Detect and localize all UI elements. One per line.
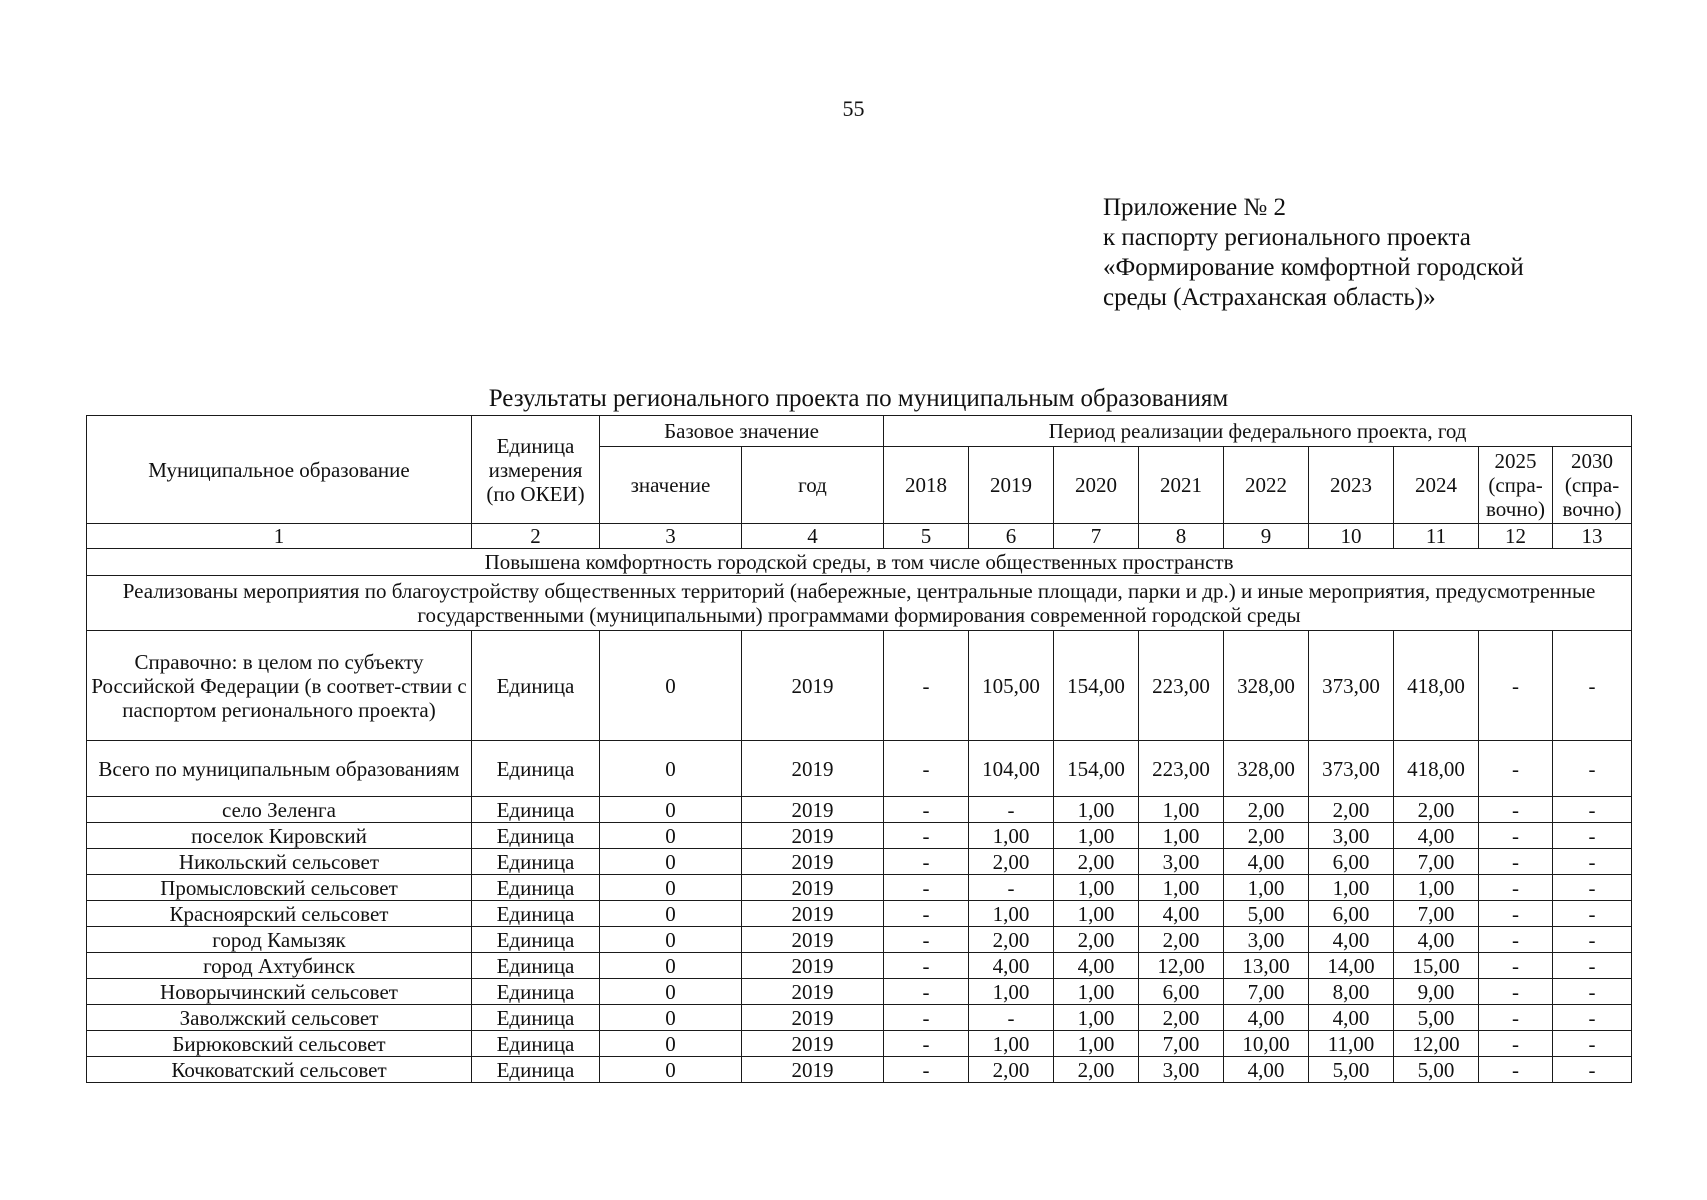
table-cell: - bbox=[1479, 875, 1553, 901]
table-cell: - bbox=[1553, 631, 1632, 741]
header-2020: 2020 bbox=[1054, 447, 1139, 524]
table-cell: Единица bbox=[472, 953, 600, 979]
municipality-cell: Кочковатский сельсовет bbox=[87, 1057, 472, 1083]
table-cell: 1,00 bbox=[1139, 875, 1224, 901]
table-cell: 0 bbox=[600, 823, 742, 849]
header-municipality: Муниципальное образование bbox=[87, 416, 472, 524]
table-cell: 5,00 bbox=[1394, 1057, 1479, 1083]
table-row bbox=[87, 875, 1632, 901]
table-row bbox=[87, 797, 1632, 823]
table-cell: - bbox=[969, 1005, 1054, 1031]
table-cell: Единица bbox=[472, 927, 600, 953]
table-cell: 0 bbox=[600, 741, 742, 797]
table-cell: 0 bbox=[600, 979, 742, 1005]
column-number: 11 bbox=[1394, 524, 1479, 549]
table-cell: 4,00 bbox=[1224, 849, 1309, 875]
table-cell: 0 bbox=[600, 901, 742, 927]
table-cell: - bbox=[1479, 927, 1553, 953]
table-row bbox=[87, 1031, 1632, 1057]
subsection-row bbox=[87, 576, 1632, 631]
table-row bbox=[87, 1005, 1632, 1031]
table-cell: 2,00 bbox=[1394, 797, 1479, 823]
table-cell: 6,00 bbox=[1309, 849, 1394, 875]
table-cell: 13,00 bbox=[1224, 953, 1309, 979]
table-cell: 1,00 bbox=[969, 823, 1054, 849]
table-cell: 1,00 bbox=[969, 1031, 1054, 1057]
table-cell: - bbox=[1479, 797, 1553, 823]
table-cell: - bbox=[1479, 1031, 1553, 1057]
table-cell: 373,00 bbox=[1309, 631, 1394, 741]
table-cell: 2,00 bbox=[1224, 823, 1309, 849]
table-cell: 328,00 bbox=[1224, 741, 1309, 797]
table-row bbox=[87, 741, 1632, 797]
table-cell: 2,00 bbox=[969, 849, 1054, 875]
municipality-cell: Заволжский сельсовет bbox=[87, 1005, 472, 1031]
table-cell: - bbox=[1553, 875, 1632, 901]
table-cell: 2,00 bbox=[1139, 927, 1224, 953]
section-row bbox=[87, 549, 1632, 576]
municipality-cell: Бирюковский сельсовет bbox=[87, 1031, 472, 1057]
table-row bbox=[87, 849, 1632, 875]
table-cell: 373,00 bbox=[1309, 741, 1394, 797]
table-cell: 8,00 bbox=[1309, 979, 1394, 1005]
table-cell: - bbox=[1479, 823, 1553, 849]
table-cell: - bbox=[884, 631, 969, 741]
table-cell: 2019 bbox=[742, 741, 884, 797]
table-cell: - bbox=[1479, 631, 1553, 741]
table-cell: 1,00 bbox=[1054, 1005, 1139, 1031]
column-number: 2 bbox=[472, 524, 600, 549]
table-cell: 1,00 bbox=[1394, 875, 1479, 901]
table-cell: 2,00 bbox=[1054, 1057, 1139, 1083]
municipality-cell: Никольский сельсовет bbox=[87, 849, 472, 875]
municipality-cell: город Камызяк bbox=[87, 927, 472, 953]
table-cell: 1,00 bbox=[1224, 875, 1309, 901]
municipality-cell: Красноярский сельсовет bbox=[87, 901, 472, 927]
table-cell: - bbox=[1553, 901, 1632, 927]
table-row bbox=[87, 823, 1632, 849]
table-cell: 2,00 bbox=[1054, 927, 1139, 953]
table-cell: 5,00 bbox=[1224, 901, 1309, 927]
table-cell: 3,00 bbox=[1139, 849, 1224, 875]
table-cell: 418,00 bbox=[1394, 631, 1479, 741]
column-number: 6 bbox=[969, 524, 1054, 549]
table-cell: - bbox=[969, 797, 1054, 823]
municipality-cell: Новорычинский сельсовет bbox=[87, 979, 472, 1005]
table-cell: - bbox=[884, 979, 969, 1005]
table-cell: 223,00 bbox=[1139, 741, 1224, 797]
table-cell: 3,00 bbox=[1309, 823, 1394, 849]
table-cell: 1,00 bbox=[969, 979, 1054, 1005]
table-cell: - bbox=[1479, 849, 1553, 875]
table-cell: 14,00 bbox=[1309, 953, 1394, 979]
column-number: 13 bbox=[1553, 524, 1632, 549]
table-cell: 2,00 bbox=[1309, 797, 1394, 823]
table-cell: 7,00 bbox=[1224, 979, 1309, 1005]
table-cell: - bbox=[884, 741, 969, 797]
header-2019: 2019 bbox=[969, 447, 1054, 524]
appendix-note bbox=[1103, 193, 1524, 313]
header-year: год bbox=[742, 447, 884, 524]
table-cell: - bbox=[1553, 1057, 1632, 1083]
table-cell: - bbox=[1479, 953, 1553, 979]
table-cell: Единица bbox=[472, 875, 600, 901]
table-cell: 1,00 bbox=[1054, 979, 1139, 1005]
table-cell: 4,00 bbox=[1309, 927, 1394, 953]
table-cell: - bbox=[884, 1057, 969, 1083]
table-cell: 0 bbox=[600, 875, 742, 901]
table-cell: 0 bbox=[600, 1057, 742, 1083]
table-cell: 2019 bbox=[742, 875, 884, 901]
table-cell: - bbox=[1553, 741, 1632, 797]
table-cell: 2019 bbox=[742, 901, 884, 927]
table-row bbox=[87, 1057, 1632, 1083]
table-cell: 4,00 bbox=[1054, 953, 1139, 979]
table-cell: 4,00 bbox=[1224, 1057, 1309, 1083]
table-cell: - bbox=[884, 1005, 969, 1031]
header-value: значение bbox=[600, 447, 742, 524]
table-cell: 154,00 bbox=[1054, 631, 1139, 741]
table-cell: - bbox=[1479, 1057, 1553, 1083]
table-cell: Единица bbox=[472, 1005, 600, 1031]
table-row bbox=[87, 927, 1632, 953]
section-title: Повышена комфортность городской среды, в том числе общественных пространств bbox=[87, 549, 1632, 576]
header-2023: 2023 bbox=[1309, 447, 1394, 524]
table-cell: 7,00 bbox=[1139, 1031, 1224, 1057]
table-row bbox=[87, 901, 1632, 927]
table-cell: 2019 bbox=[742, 797, 884, 823]
table-cell: Единица bbox=[472, 849, 600, 875]
table-cell: 0 bbox=[600, 927, 742, 953]
table-cell: Единица bbox=[472, 631, 600, 741]
table-cell: - bbox=[884, 823, 969, 849]
table-cell: Единица bbox=[472, 1057, 600, 1083]
table-cell: 1,00 bbox=[1054, 875, 1139, 901]
table-title: Результаты регионального проекта по муниципальным образованиям bbox=[488, 385, 1229, 412]
table-cell: 9,00 bbox=[1394, 979, 1479, 1005]
table-cell: - bbox=[1553, 823, 1632, 849]
column-number: 8 bbox=[1139, 524, 1224, 549]
table-cell: 1,00 bbox=[1054, 797, 1139, 823]
table-row bbox=[87, 979, 1632, 1005]
table-cell: - bbox=[884, 875, 969, 901]
table-cell: 2019 bbox=[742, 1057, 884, 1083]
table-cell: 15,00 bbox=[1394, 953, 1479, 979]
appendix-line: Приложение № 2 bbox=[1103, 194, 1287, 221]
table-cell: 0 bbox=[600, 953, 742, 979]
table-cell: - bbox=[884, 797, 969, 823]
table-cell: 0 bbox=[600, 849, 742, 875]
table-cell: 6,00 bbox=[1309, 901, 1394, 927]
subsection-title: Реализованы мероприятия по благоустройству общественных территорий (набережные, центральные площади, парки и др.) и иные мероприятия, предусмотренные государственными (муниципальными) программами формирования современной городской среды bbox=[87, 576, 1632, 631]
municipality-cell: Всего по муниципальным образованиям bbox=[87, 741, 472, 797]
appendix-line: к паспорту регионального проекта bbox=[1103, 224, 1471, 251]
municipality-cell: поселок Кировский bbox=[87, 823, 472, 849]
header-2024: 2024 bbox=[1394, 447, 1479, 524]
table-cell: Единица bbox=[472, 741, 600, 797]
table-cell: - bbox=[1479, 1005, 1553, 1031]
column-number: 12 bbox=[1479, 524, 1553, 549]
column-number: 3 bbox=[600, 524, 742, 549]
table-cell: - bbox=[884, 901, 969, 927]
table-cell: 2019 bbox=[742, 631, 884, 741]
table-cell: 3,00 bbox=[1224, 927, 1309, 953]
table-cell: 4,00 bbox=[1309, 1005, 1394, 1031]
table-cell: 0 bbox=[600, 797, 742, 823]
table-cell: 2,00 bbox=[969, 1057, 1054, 1083]
table-cell: 1,00 bbox=[969, 901, 1054, 927]
table-cell: - bbox=[884, 1031, 969, 1057]
table-cell: 2019 bbox=[742, 849, 884, 875]
table-cell: 4,00 bbox=[1394, 927, 1479, 953]
table-cell: 4,00 bbox=[1394, 823, 1479, 849]
column-number: 5 bbox=[884, 524, 969, 549]
table-cell: 2019 bbox=[742, 979, 884, 1005]
table-cell: - bbox=[884, 927, 969, 953]
table-cell: 10,00 bbox=[1224, 1031, 1309, 1057]
table-cell: 418,00 bbox=[1394, 741, 1479, 797]
table-cell: 2019 bbox=[742, 1031, 884, 1057]
header-2025: 2025 (спра-вочно) bbox=[1479, 447, 1553, 524]
column-number: 10 bbox=[1309, 524, 1394, 549]
table-cell: 2,00 bbox=[1054, 849, 1139, 875]
table-cell: 2,00 bbox=[1224, 797, 1309, 823]
table-cell: 4,00 bbox=[1224, 1005, 1309, 1031]
table-cell: 12,00 bbox=[1394, 1031, 1479, 1057]
table-cell: - bbox=[884, 849, 969, 875]
table-cell: 11,00 bbox=[1309, 1031, 1394, 1057]
table-cell: Единица bbox=[472, 901, 600, 927]
municipality-cell: Справочно: в целом по субъекту Российской Федерации (в соответ-ствии с паспортом регионального проекта) bbox=[87, 631, 472, 741]
table-cell: - bbox=[1553, 849, 1632, 875]
table-cell: 223,00 bbox=[1139, 631, 1224, 741]
table-cell: - bbox=[1479, 901, 1553, 927]
table-cell: 1,00 bbox=[1054, 823, 1139, 849]
table-cell: 2019 bbox=[742, 953, 884, 979]
table-cell: 3,00 bbox=[1139, 1057, 1224, 1083]
header-2018: 2018 bbox=[884, 447, 969, 524]
table-cell: 2,00 bbox=[1139, 1005, 1224, 1031]
table-cell: 7,00 bbox=[1394, 849, 1479, 875]
table-cell: 4,00 bbox=[1139, 901, 1224, 927]
table-cell: - bbox=[884, 953, 969, 979]
table-cell: 6,00 bbox=[1139, 979, 1224, 1005]
table-cell: - bbox=[1553, 1005, 1632, 1031]
header-base-value: Базовое значение bbox=[600, 416, 884, 447]
header-unit: Единица измерения (по ОКЕИ) bbox=[472, 416, 600, 524]
table-cell: - bbox=[969, 875, 1054, 901]
table-cell: 1,00 bbox=[1309, 875, 1394, 901]
appendix-line: «Формирование комфортной городской bbox=[1103, 254, 1524, 281]
table-cell: 2019 bbox=[742, 823, 884, 849]
table-cell: - bbox=[1553, 1031, 1632, 1057]
header-2030: 2030 (спра-вочно) bbox=[1553, 447, 1632, 524]
table-cell: 1,00 bbox=[1139, 823, 1224, 849]
table-cell: Единица bbox=[472, 797, 600, 823]
table-row bbox=[87, 953, 1632, 979]
municipality-cell: село Зеленга bbox=[87, 797, 472, 823]
column-number-row bbox=[87, 524, 1632, 549]
table-cell: Единица bbox=[472, 979, 600, 1005]
table-cell: 154,00 bbox=[1054, 741, 1139, 797]
column-number: 1 bbox=[87, 524, 472, 549]
table-cell: 2,00 bbox=[969, 927, 1054, 953]
column-number: 9 bbox=[1224, 524, 1309, 549]
header-2021: 2021 bbox=[1139, 447, 1224, 524]
table-cell: 105,00 bbox=[969, 631, 1054, 741]
column-number: 7 bbox=[1054, 524, 1139, 549]
table-cell: 0 bbox=[600, 1005, 742, 1031]
table-cell: 12,00 bbox=[1139, 953, 1224, 979]
table-cell: 2019 bbox=[742, 927, 884, 953]
header-2022: 2022 bbox=[1224, 447, 1309, 524]
table-cell: 5,00 bbox=[1394, 1005, 1479, 1031]
table-cell: 7,00 bbox=[1394, 901, 1479, 927]
municipality-cell: город Ахтубинск bbox=[87, 953, 472, 979]
table-cell: Единица bbox=[472, 823, 600, 849]
table-cell: 0 bbox=[600, 631, 742, 741]
table-cell: 0 bbox=[600, 1031, 742, 1057]
appendix-line: среды (Астраханская область)» bbox=[1103, 284, 1436, 311]
table-cell: - bbox=[1479, 979, 1553, 1005]
table-cell: Единица bbox=[472, 1031, 600, 1057]
table-row bbox=[87, 631, 1632, 741]
table-body bbox=[87, 524, 1632, 1083]
column-number: 4 bbox=[742, 524, 884, 549]
header-period: Период реализации федерального проекта, год bbox=[884, 416, 1632, 447]
table-cell: 2019 bbox=[742, 1005, 884, 1031]
results-table bbox=[86, 415, 1632, 1083]
page-number: 55 bbox=[842, 96, 865, 121]
table-cell: 104,00 bbox=[969, 741, 1054, 797]
table-cell: - bbox=[1553, 797, 1632, 823]
table-cell: 1,00 bbox=[1054, 1031, 1139, 1057]
table-cell: 5,00 bbox=[1309, 1057, 1394, 1083]
table-cell: - bbox=[1553, 927, 1632, 953]
table-cell: 1,00 bbox=[1139, 797, 1224, 823]
table-cell: 1,00 bbox=[1054, 901, 1139, 927]
table-cell: 328,00 bbox=[1224, 631, 1309, 741]
table-cell: - bbox=[1553, 979, 1632, 1005]
table-cell: - bbox=[1553, 953, 1632, 979]
municipality-cell: Промысловский сельсовет bbox=[87, 875, 472, 901]
table-cell: 4,00 bbox=[969, 953, 1054, 979]
table-cell: - bbox=[1479, 741, 1553, 797]
